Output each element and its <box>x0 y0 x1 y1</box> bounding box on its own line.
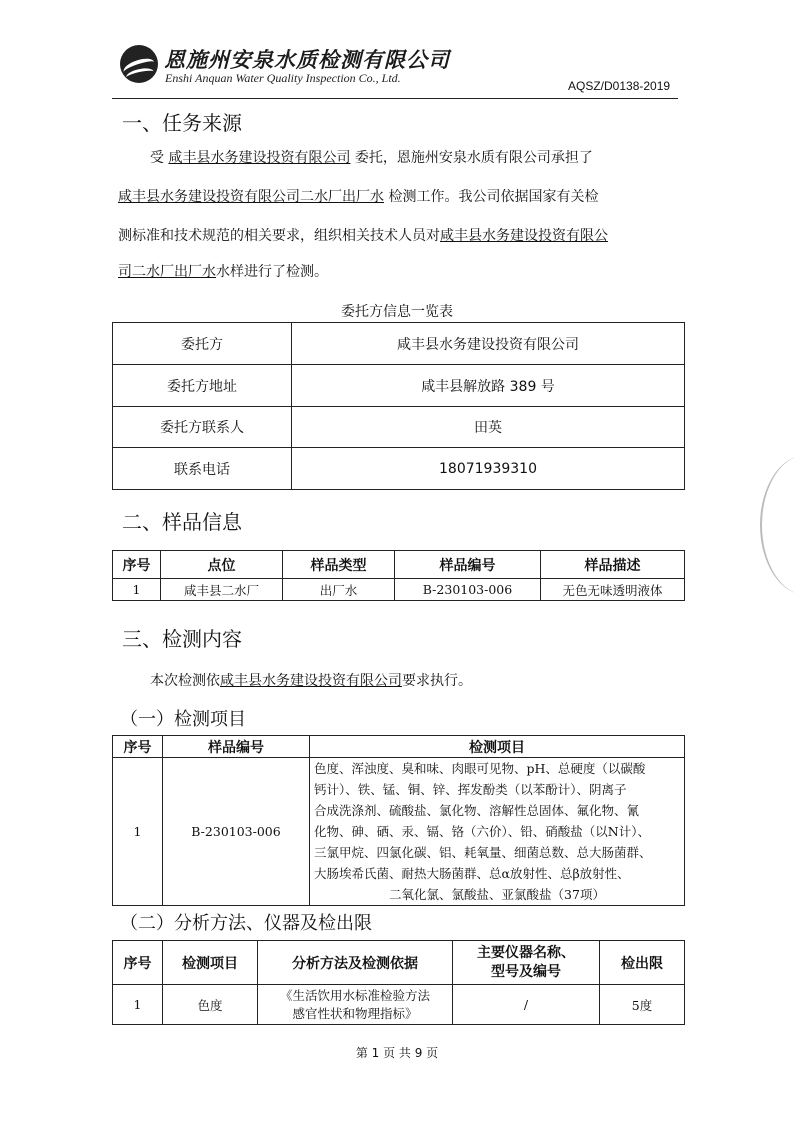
page-footer: 第 1 页 共 9 页 <box>355 1046 439 1060</box>
company-logo <box>120 45 158 83</box>
subsection1-title: （一）检测项目 <box>120 709 246 730</box>
items-sample: B-230103-006 <box>163 758 310 906</box>
method-instrument: / <box>453 985 600 1025</box>
header-divider <box>112 98 678 99</box>
method-table <box>112 940 685 1025</box>
sample-info-table <box>112 550 685 601</box>
sample-header-desc: 样品描述 <box>541 551 685 579</box>
items-header-sample: 样品编号 <box>163 736 310 758</box>
method-header-limit: 检出限 <box>600 941 685 985</box>
client-phone-label: 联系电话 <box>113 448 292 490</box>
sample-header-type: 样品类型 <box>283 551 395 579</box>
section1-line1: 受 咸丰县水务建设投资有限公司 委托，恩施州安泉水质有限公司承担了 <box>150 150 593 166</box>
section3-intro: 本次检测依咸丰县水务建设投资有限公司要求执行。 <box>150 673 472 689</box>
section1-line3: 测标准和技术规范的相关要求，组织相关技术人员对咸丰县水务建设投资有限公 <box>118 228 608 244</box>
sample-header-no: 序号 <box>113 551 161 579</box>
sample-header-code: 样品编号 <box>395 551 541 579</box>
method-item: 色度 <box>163 985 258 1025</box>
company-name-en: Enshi Anquan Water Quality Inspection Co., Ltd. <box>165 71 401 85</box>
sample-code: B-230103-006 <box>395 579 541 601</box>
sample-desc: 无色无味透明液体 <box>541 579 685 601</box>
client-table-caption: 委托方信息一览表 <box>341 304 453 320</box>
section3-title: 三、检测内容 <box>122 627 242 651</box>
items-header-items: 检测项目 <box>310 736 685 758</box>
method-header-no: 序号 <box>113 941 163 985</box>
method-no: 1 <box>113 985 163 1025</box>
company-name-cn: 恩施州安泉水质检测有限公司 <box>164 47 450 72</box>
method-basis: 《生活饮用水标准检验方法 感官性状和物理指标》 <box>258 985 453 1025</box>
client-address-value: 咸丰县解放路 389 号 <box>292 365 685 407</box>
subsection2-title: （二）分析方法、仪器及检出限 <box>120 913 372 934</box>
section1-line2: 咸丰县水务建设投资有限公司二水厂出厂水 检测工作。我公司依据国家有关检 <box>118 189 599 205</box>
items-no: 1 <box>113 758 163 906</box>
section1-line4: 司二水厂出厂水水样进行了检测。 <box>118 264 328 280</box>
client-contact-value: 田英 <box>292 407 685 448</box>
method-header-item: 检测项目 <box>163 941 258 985</box>
method-header-basis: 分析方法及检测依据 <box>258 941 453 985</box>
seal-stamp-edge <box>760 455 794 595</box>
section1-title: 一、任务来源 <box>122 111 242 135</box>
document-number: AQSZ/D0138-2019 <box>568 79 671 93</box>
section2-title: 二、样品信息 <box>122 510 242 534</box>
client-info-table <box>112 322 685 490</box>
client-value: 咸丰县水务建设投资有限公司 <box>292 323 685 365</box>
sample-type: 出厂水 <box>283 579 395 601</box>
client-address-label: 委托方地址 <box>113 365 292 407</box>
sample-header-location: 点位 <box>161 551 283 579</box>
items-header-no: 序号 <box>113 736 163 758</box>
items-list: 色度、浑浊度、臭和味、肉眼可见物、pH、总硬度（以碳酸 钙计）、铁、锰、铜、锌、挥发酚类（以苯酚计）、阴离子 合成洗涤剂、硫酸盐、氯化物、溶解性总固体、氟化物、氰 化物、砷、硒、汞、镉、铬（六价）、铅、硝酸盐（以N计）、 三氯甲烷、四氯化碳、铝、耗氧量、细菌总数、总大肠菌群、 大肠埃希氏菌、耐热大肠菌群、总α放射性、总β放射性、 二氧化氯、氯酸盐、亚氯酸盐（37项） <box>310 758 685 906</box>
test-items-table <box>112 735 685 906</box>
client-phone-value: 18071939310 <box>292 448 685 490</box>
client-contact-label: 委托方联系人 <box>113 407 292 448</box>
sample-location: 咸丰县二水厂 <box>161 579 283 601</box>
method-limit: 5度 <box>600 985 685 1025</box>
method-header-instrument: 主要仪器名称、 型号及编号 <box>453 941 600 985</box>
client-label: 委托方 <box>113 323 292 365</box>
sample-no: 1 <box>113 579 161 601</box>
